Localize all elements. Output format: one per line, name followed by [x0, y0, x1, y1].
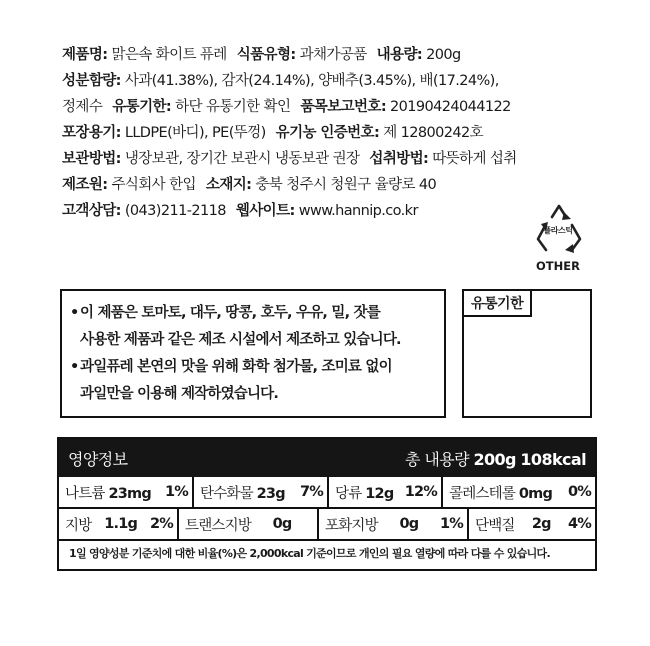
nutrition-total — [405, 447, 586, 470]
info-line-ingredients — [62, 68, 602, 94]
notice-item — [70, 300, 444, 354]
ingredients-text: 사과(41.38%), 감자(24.14%), 양배추(3.45%), 배(17.24%), — [124, 73, 499, 89]
packaging: LLDPE(바디), PE(뚜껑) — [124, 125, 266, 141]
report-no-label: 품목보고번호: — [300, 99, 387, 115]
nutrient-amount: 23g — [256, 485, 285, 502]
nutrient-name: 단백질 — [475, 517, 515, 534]
info-line-packaging — [62, 120, 602, 146]
manufacturer: 주식회사 한입 — [111, 177, 196, 193]
nutrient-cell — [469, 509, 595, 539]
address: 충북 청주시 청원구 율량로 40 — [255, 177, 437, 193]
nutrient-cell — [443, 477, 595, 507]
packaging-label: 포장용기: — [62, 125, 121, 141]
nutrient-name: 나트륨 — [65, 485, 105, 502]
ingredients-text-2: 정제수 — [62, 99, 103, 115]
nutrient-pct: 7% — [299, 484, 323, 500]
info-line-ingredients-2 — [62, 94, 602, 120]
nutrient-cell — [319, 509, 469, 539]
nutrient-name: 탄수화물 — [200, 485, 253, 502]
storage: 냉장보관, 장기간 보관시 냉동보관 권장 — [124, 151, 360, 167]
product-name-label: 제품명: — [62, 47, 108, 63]
nutrient-name: 지방 — [65, 517, 92, 534]
nutrient-name: 포화지방 — [325, 517, 378, 534]
nutrient-cell — [329, 477, 443, 507]
nutrient-amount: 23mg — [108, 485, 151, 502]
expiry-box — [462, 289, 592, 418]
ingredients-label: 성분함량: — [62, 73, 121, 89]
nutrient-pct: 2% — [149, 516, 173, 532]
recycle-mark — [528, 203, 590, 275]
nutrient-name: 트랜스지방 — [185, 517, 252, 534]
info-line-storage — [62, 146, 602, 172]
nutrient-pct: 0% — [567, 484, 591, 500]
nutrient-cell — [179, 509, 319, 539]
nutrient-amount: 0mg — [518, 485, 553, 502]
recycle-category: OTHER — [536, 259, 580, 273]
nutrition-row — [59, 509, 595, 541]
report-no: 20190424044122 — [390, 99, 511, 115]
food-type: 과채가공품 — [299, 47, 367, 63]
nutrition-header — [59, 439, 595, 477]
nutrient-amount: 1.1g — [104, 516, 138, 532]
info-line-manufacturer — [62, 172, 602, 198]
notice-item — [70, 354, 444, 408]
nutrient-amount: 12g — [365, 485, 394, 502]
expiry-value: 하단 유통기한 확인 — [175, 99, 291, 115]
volume-label: 내용량: — [376, 47, 423, 63]
address-label: 소재지: — [205, 177, 252, 193]
nutrient-amount: 0g — [272, 516, 292, 532]
expiry-label: 유통기한: — [112, 99, 172, 115]
info-line-product — [62, 42, 602, 68]
total-label: 총 내용량 — [405, 449, 469, 469]
volume: 200g — [426, 47, 461, 63]
recycle-material: 플라스틱 — [543, 226, 573, 235]
food-type-label: 식품유형: — [236, 47, 296, 63]
nutrition-footnote: 1일 영양성분 기준치에 대한 비율(%)은 2,000kcal 기준이므로 개인의 필요 열량에 따라 다를 수 있습니다. — [69, 547, 550, 560]
website-label: 웹사이트: — [235, 203, 295, 219]
nutrient-pct: 1% — [439, 516, 463, 532]
nutrient-cell — [59, 477, 194, 507]
total-kcal: 108kcal — [520, 449, 586, 469]
notice-text: 사용한 제품과 같은 제조 시설에서 제조하고 있습니다. — [80, 332, 401, 348]
nutrient-pct: 4% — [567, 516, 591, 532]
nutrition-title: 영양정보 — [68, 449, 128, 469]
allergy-notice-box — [60, 289, 446, 418]
manufacturer-label: 제조원: — [62, 177, 108, 193]
bullet-icon: • — [70, 359, 79, 375]
product-info-block — [62, 42, 602, 224]
notice-text: 과일만을 이용해 제작하였습니다. — [80, 386, 279, 402]
expiry-box-label: 유통기한 — [464, 291, 532, 317]
nutrient-cell — [59, 509, 179, 539]
organic-label: 유기농 인증번호: — [275, 125, 380, 141]
support-phone: (043)211-2118 — [124, 203, 226, 219]
total-amount: 200g — [473, 449, 516, 469]
support-label: 고객상담: — [62, 203, 121, 219]
nutrition-row — [59, 477, 595, 509]
nutrition-table — [57, 437, 597, 571]
intake: 따뜻하게 섭취 — [432, 151, 517, 167]
organic-no: 제 12800242호 — [383, 125, 484, 141]
nutrient-pct: 12% — [404, 484, 437, 500]
bullet-icon: • — [70, 305, 79, 321]
nutrient-cell — [194, 477, 329, 507]
storage-label: 보관방법: — [62, 151, 121, 167]
intake-label: 섭취방법: — [369, 151, 429, 167]
website: www.hannip.co.kr — [298, 203, 418, 219]
nutrient-name: 콜레스테롤 — [449, 485, 516, 502]
info-line-support — [62, 198, 602, 224]
nutrient-amount: 2g — [531, 516, 551, 532]
nutrient-amount: 0g — [399, 516, 419, 532]
product-name: 맑은속 화이트 퓨레 — [111, 47, 227, 63]
nutrient-name: 당류 — [335, 485, 362, 502]
nutrient-pct: 1% — [164, 484, 188, 500]
notice-text: 이 제품은 토마토, 대두, 땅콩, 호두, 우유, 밀, 잣를 — [80, 305, 380, 321]
notice-text: 과일퓨레 본연의 맛을 위해 화학 첨가물, 조미료 없이 — [80, 359, 392, 375]
